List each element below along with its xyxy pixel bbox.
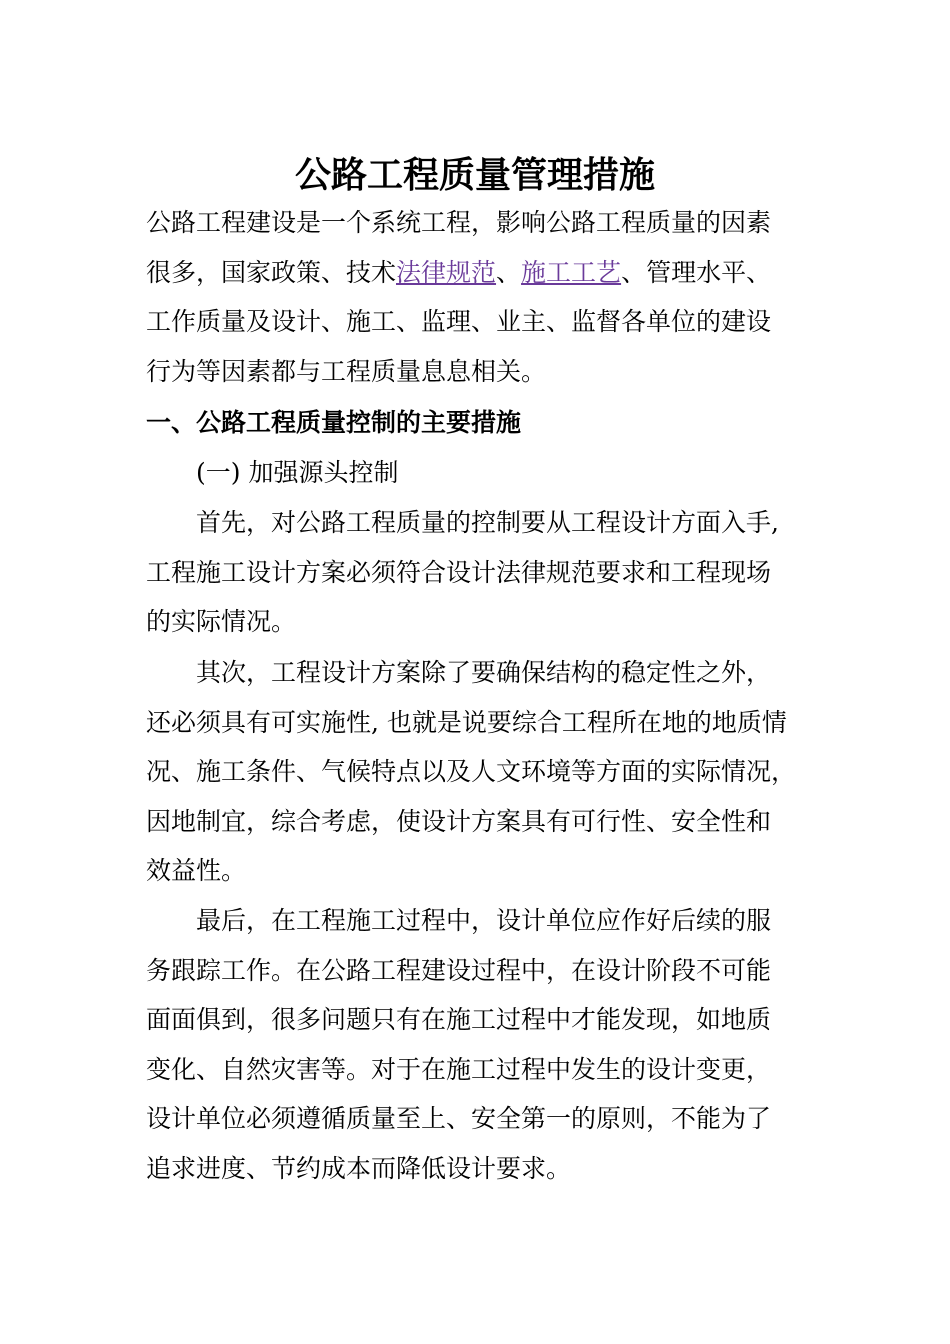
paragraph-third-line-2: 务跟踪工作。在公路工程建设过程中，在设计阶段不可能 bbox=[146, 955, 772, 985]
paragraph-first-line-2: 工程施工设计方案必须符合设计法律规范要求和工程现场 bbox=[146, 557, 772, 587]
intro-line-3: 工作质量及设计、施工、监理、业主、监督各单位的建设 bbox=[146, 307, 772, 336]
paragraph-third-line-6: 追求进度、节约成本而降低设计要求。 bbox=[146, 1153, 572, 1183]
paragraph-third-line-4: 变化、自然灾害等。对于在施工过程中发生的设计变更， bbox=[146, 1054, 772, 1084]
paragraph-second-line-3: 况、施工条件、气候特点以及人文环境等方面的实际情况， bbox=[146, 757, 797, 786]
paragraph-first-line-3: 的实际情况。 bbox=[146, 607, 297, 636]
intro-line-2-text-c: 、管理水平、 bbox=[621, 257, 772, 287]
subsection-heading: (一) 加强源头控制 bbox=[196, 458, 399, 487]
paragraph-first-line-1: 首先，对公路工程质量的控制要从工程设计方面入手, bbox=[196, 508, 779, 537]
paragraph-second-line-1: 其次，工程设计方案除了要确保结构的稳定性之外， bbox=[196, 658, 772, 687]
intro-paragraph bbox=[146, 198, 806, 396]
paragraph-second-line-2: 还必须具有可实施性, 也就是说要综合工程所在地的地质情 bbox=[146, 707, 787, 737]
intro-line-2-text-b: 、 bbox=[496, 257, 522, 287]
paragraph-second-line-5: 效益性。 bbox=[146, 856, 247, 885]
link-construction-process[interactable]: 施工工艺 bbox=[521, 257, 622, 287]
section-heading: 一、公路工程质量控制的主要措施 bbox=[146, 408, 522, 437]
paragraph-third-line-3: 面面俱到，很多问题只有在施工过程中才能发现，如地质 bbox=[146, 1005, 772, 1034]
paragraph-second bbox=[146, 648, 806, 896]
link-law-standards[interactable]: 法律规范 bbox=[396, 257, 497, 287]
paragraph-third-line-5: 设计单位必须遵循质量至上、安全第一的原则，不能为了 bbox=[146, 1104, 772, 1133]
document-title: 公路工程质量管理措施 bbox=[294, 154, 655, 196]
intro-line-2 bbox=[146, 248, 806, 298]
intro-line-1: 公路工程建设是一个系统工程，影响公路工程质量的因素 bbox=[146, 208, 772, 237]
paragraph-third-line-1: 最后，在工程施工过程中，设计单位应作好后续的服 bbox=[196, 906, 772, 935]
intro-line-2-text-a: 很多，国家政策、技术 bbox=[146, 257, 397, 287]
paragraph-first bbox=[146, 498, 806, 647]
paragraph-second-line-4: 因地制宜，综合考虑，使设计方案具有可行性、安全性和 bbox=[146, 806, 772, 836]
paragraph-third bbox=[146, 896, 806, 1193]
intro-line-4: 行为等因素都与工程质量息息相关。 bbox=[146, 356, 547, 386]
